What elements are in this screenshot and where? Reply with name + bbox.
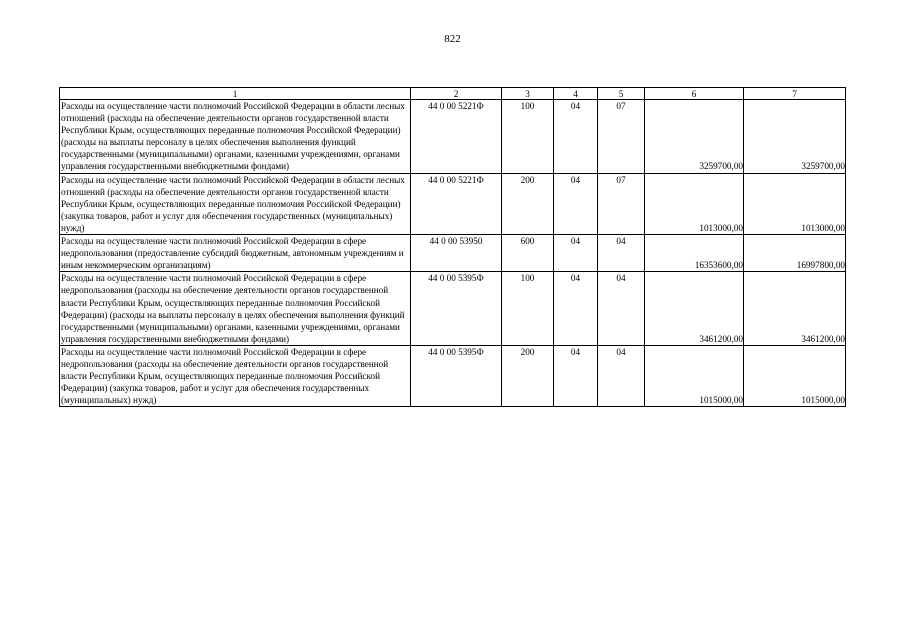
row-description: Расходы на осуществление части полномочий Российской Федерации в сфере недропользования (расходы на обеспечение деятельности органов государственной власти Республики Крым, осуществляющих переданные полномочия Российской Федерации) (расходы на выплаты персоналу в целях обеспечения выполнения функций государственными (муниципальными) органами, казенными учреждениями, органами управления государственными внебюджетными фондами) <box>60 272 411 346</box>
row-amount-col6: 1015000,00 <box>645 345 744 406</box>
row-subsection: 07 <box>598 173 645 234</box>
row-subsection: 04 <box>598 272 645 346</box>
row-description: Расходы на осуществление части полномочий Российской Федерации в сфере недропользования (предоставление субсидий бюджетным, автономным учреждениям и иным некоммерческим организациям) <box>60 235 411 272</box>
row-description: Расходы на осуществление части полномочий Российской Федерации в области лесных отношений (расходы на обеспечение деятельности органов государственной власти Республики Крым, осуществляющих переданные полномочия Российской Федерации) (расходы на выплаты персоналу в целях обеспечения выполнения функций государственными (муниципальными) органами, казенными учреждениями, органами управления государственными внебюджетными фондами) <box>60 100 411 174</box>
row-expense-type: 200 <box>502 345 554 406</box>
table-header-row <box>60 88 846 100</box>
header-col-3: 3 <box>502 88 554 100</box>
row-subsection: 04 <box>598 235 645 272</box>
row-expense-type: 100 <box>502 100 554 174</box>
table-row <box>60 272 846 346</box>
row-expense-type: 600 <box>502 235 554 272</box>
row-amount-col6: 3259700,00 <box>645 100 744 174</box>
row-description: Расходы на осуществление части полномочий Российской Федерации в области лесных отношений (расходы на обеспечение деятельности органов государственной власти Республики Крым, осуществляющих переданные полномочия Российской Федерации) (закупка товаров, работ и услуг для обеспечения государственных (муниципальных) нужд) <box>60 173 411 234</box>
header-col-2: 2 <box>411 88 502 100</box>
row-target-article: 44 0 00 53950 <box>411 235 502 272</box>
row-section: 04 <box>554 173 598 234</box>
row-subsection: 04 <box>598 345 645 406</box>
row-section: 04 <box>554 100 598 174</box>
header-col-5: 5 <box>598 88 645 100</box>
header-col-1: 1 <box>60 88 411 100</box>
row-subsection: 07 <box>598 100 645 174</box>
row-amount-col7: 3259700,00 <box>744 100 846 174</box>
table-row <box>60 100 846 174</box>
row-amount-col6: 16353600,00 <box>645 235 744 272</box>
row-target-article: 44 0 00 5221Ф <box>411 173 502 234</box>
header-col-7: 7 <box>744 88 846 100</box>
page-number: 822 <box>444 33 461 45</box>
row-amount-col7: 1015000,00 <box>744 345 846 406</box>
row-description: Расходы на осуществление части полномочий Российской Федерации в сфере недропользования (расходы на обеспечение деятельности органов государственной власти Республики Крым, осуществляющих переданные полномочия Российской Федерации) (закупка товаров, работ и услуг для обеспечения государственных (муниципальных) нужд) <box>60 345 411 406</box>
row-target-article: 44 0 00 5395Ф <box>411 345 502 406</box>
row-expense-type: 100 <box>502 272 554 346</box>
table-row <box>60 173 846 234</box>
row-amount-col6: 1013000,00 <box>645 173 744 234</box>
row-amount-col7: 3461200,00 <box>744 272 846 346</box>
header-col-6: 6 <box>645 88 744 100</box>
table-row <box>60 235 846 272</box>
table-row <box>60 345 846 406</box>
row-target-article: 44 0 00 5221Ф <box>411 100 502 174</box>
row-amount-col7: 1013000,00 <box>744 173 846 234</box>
row-amount-col7: 16997800,00 <box>744 235 846 272</box>
row-target-article: 44 0 00 5395Ф <box>411 272 502 346</box>
header-col-4: 4 <box>554 88 598 100</box>
row-expense-type: 200 <box>502 173 554 234</box>
row-section: 04 <box>554 272 598 346</box>
row-section: 04 <box>554 345 598 406</box>
row-section: 04 <box>554 235 598 272</box>
row-amount-col6: 3461200,00 <box>645 272 744 346</box>
budget-table <box>59 87 846 407</box>
